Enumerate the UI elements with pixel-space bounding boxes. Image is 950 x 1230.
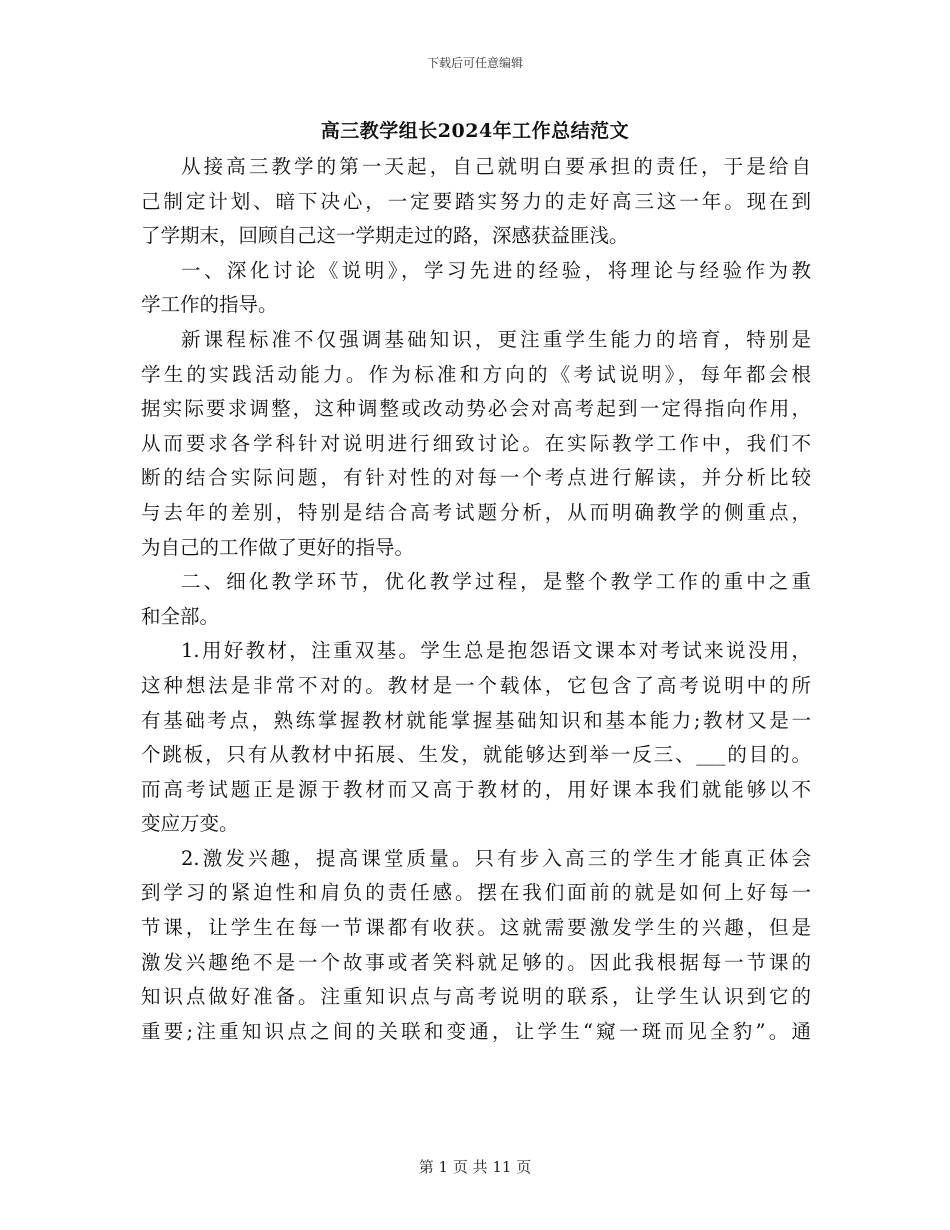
body-line: 节课，让学生在每一节课都有收获。这就需要激发学生的兴趣，但是 [141, 916, 811, 940]
body-line: 1.用好教材，注重双基。学生总是抱怨语文课本对考试来说没用， [181, 639, 811, 663]
page-number: 第 1 页 共 11 页 [418, 1158, 532, 1176]
body-line: 据实际要求调整，这种调整或改动势必会对高考起到一定得指向作用， [141, 397, 811, 421]
body-line: 学生的实践活动能力。作为标准和方向的《考试说明》，每年都会根 [141, 362, 811, 386]
body-line: 从而要求各学科针对说明进行细致讨论。在实际教学工作中，我们不 [141, 431, 811, 455]
body-line: 己制定计划、暗下决心，一定要踏实努力的走好高三这一年。现在到 [141, 189, 811, 213]
body-line: 这种想法是非常不对的。教材是一个载体，它包含了高考说明中的所 [141, 673, 811, 697]
body-line: 断的结合实际问题，有针对性的对每一个考点进行解读，并分析比较 [141, 466, 811, 490]
body-line: 与去年的差别，特别是结合高考试题分析，从而明确教学的侧重点， [141, 500, 811, 524]
body-line: 变应万变。 [141, 812, 239, 836]
body-line: 从接高三教学的第一天起，自己就明白要承担的责任，于是给自 [181, 155, 811, 178]
body-line: 个跳板，只有从教材中拓展、生发，就能够达到举一反三、___的目的。 [141, 743, 811, 767]
document-title: 高三教学组长2024年工作总结范文 [320, 120, 630, 142]
body-line: 学工作的指导。 [141, 293, 278, 317]
header-note: 下载后可任意编辑 [426, 56, 523, 70]
body-line: 有基础考点，熟练掌握教材就能掌握基础知识和基本能力;教材又是一 [141, 708, 811, 732]
body-line: 到学习的紧迫性和肩负的责任感。摆在我们面前的就是如何上好每一 [141, 881, 811, 905]
body-line: 了学期末，回顾自己这一学期走过的路，深感获益匪浅。 [141, 224, 629, 248]
document-body [141, 150, 811, 1049]
body-line: 为自己的工作做了更好的指导。 [141, 535, 415, 559]
body-line: 二、细化教学环节，优化教学过程，是整个教学工作的重中之重 [181, 570, 811, 594]
body-line: 2.激发兴趣，提高课堂质量。只有步入高三的学生才能真正体会 [181, 846, 811, 870]
body-line: 和全部。 [141, 604, 220, 628]
body-line: 而高考试题正是源于教材而又高于教材的，用好课本我们就能够以不 [141, 777, 811, 801]
body-line: 激发兴趣绝不是一个故事或者笑料就足够的。因此我根据每一节课的 [141, 950, 811, 974]
body-line: 新课程标准不仅强调基础知识，更注重学生能力的培育，特别是 [181, 327, 811, 351]
body-line: 知识点做好准备。注重知识点与高考说明的联系，让学生认识到它的 [141, 985, 811, 1009]
body-line: 一、深化讨论《说明》，学习先进的经验，将理论与经验作为教 [181, 258, 811, 282]
body-line: 重要;注重知识点之间的关联和变通，让学生“窥一斑而见全豹”。通 [141, 1019, 811, 1043]
